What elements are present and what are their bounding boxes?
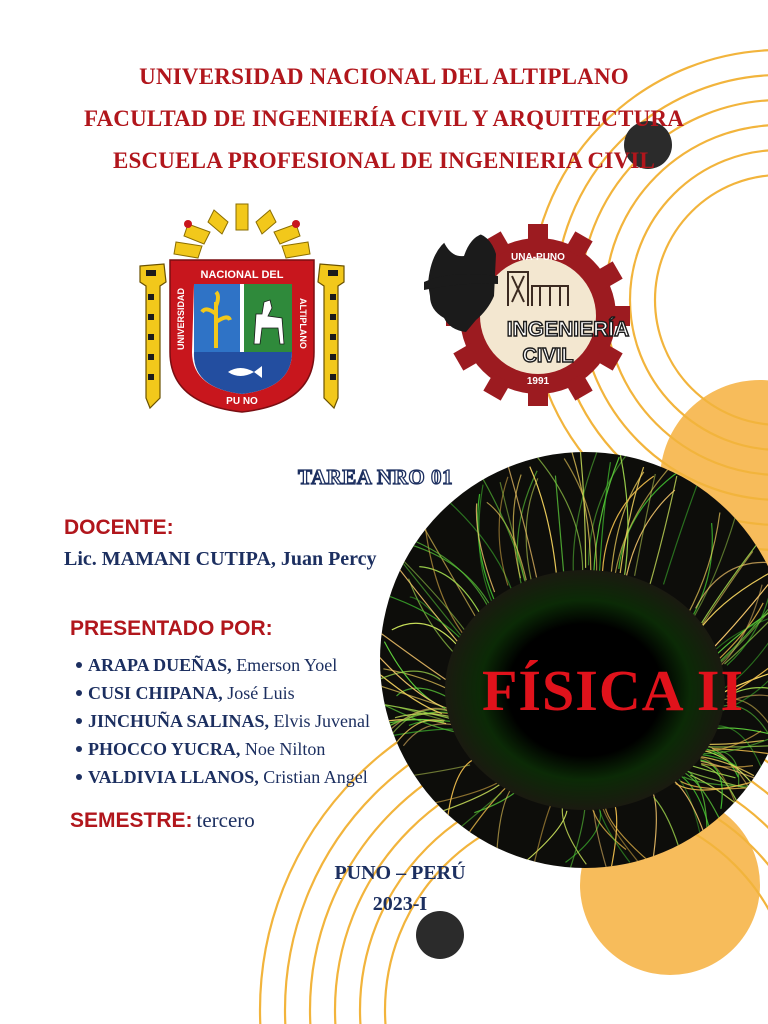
student-given-name: José Luis bbox=[222, 683, 295, 703]
student-surname: JINCHUÑA SALINAS, bbox=[88, 711, 270, 731]
bullet-icon bbox=[76, 662, 82, 668]
semestre-label: SEMESTRE: bbox=[70, 809, 193, 832]
student-given-name: Emerson Yoel bbox=[231, 655, 338, 675]
place: PUNO – PERÚ bbox=[334, 862, 466, 884]
gear-top-text: UNA-PUNO bbox=[511, 252, 565, 263]
crest-left-text: UNIVERSIDAD bbox=[176, 287, 186, 350]
student-list bbox=[76, 655, 370, 795]
bullet-icon bbox=[76, 746, 82, 752]
school-name: ESCUELA PROFESIONAL DE INGENIERIA CIVIL bbox=[112, 148, 656, 173]
student-given-name: Noe Nilton bbox=[240, 739, 326, 759]
list-item bbox=[76, 655, 370, 683]
semestre-value: tercero bbox=[196, 808, 255, 832]
list-item bbox=[76, 711, 370, 739]
semestre-line bbox=[70, 808, 255, 833]
student-given-name: Cristian Angel bbox=[258, 767, 368, 787]
crest-right-text: ALTIPLANO bbox=[298, 298, 308, 349]
university-crest-logo bbox=[136, 202, 348, 414]
course-title: FÍSICA II bbox=[482, 658, 745, 723]
gear-name-text: INGENIERÍA bbox=[506, 318, 630, 341]
assignment-title: TAREA NRO 01 bbox=[298, 465, 453, 489]
list-item bbox=[76, 739, 370, 767]
gear-year-text: 1991 bbox=[526, 376, 550, 387]
list-item bbox=[76, 683, 370, 711]
presentado-label: PRESENTADO POR: bbox=[70, 617, 273, 640]
bullet-icon bbox=[76, 774, 82, 780]
list-item bbox=[76, 767, 370, 795]
student-given-name: Elvis Juvenal bbox=[269, 711, 371, 731]
university-name: UNIVERSIDAD NACIONAL DEL ALTIPLANO bbox=[139, 64, 629, 89]
period: 2023-I bbox=[372, 893, 428, 915]
gear-civil-text: CIVIL bbox=[522, 345, 574, 367]
docente-name: Lic. MAMANI CUTIPA, Juan Percy bbox=[64, 548, 377, 570]
crest-bottom-text: PU NO bbox=[226, 396, 258, 407]
civil-engineering-logo bbox=[420, 224, 642, 406]
student-surname: PHOCCO YUCRA, bbox=[88, 739, 241, 759]
student-surname: CUSI CHIPANA, bbox=[88, 683, 223, 703]
docente-label: DOCENTE: bbox=[64, 516, 174, 539]
faculty-name: FACULTAD DE INGENIERÍA CIVIL Y ARQUITECTURA bbox=[83, 106, 685, 131]
student-surname: ARAPA DUEÑAS, bbox=[88, 655, 232, 675]
bullet-icon bbox=[76, 690, 82, 696]
bullet-icon bbox=[76, 718, 82, 724]
student-surname: VALDIVIA LLANOS, bbox=[88, 767, 259, 787]
crest-top-text: NACIONAL DEL bbox=[200, 269, 284, 281]
dark-blob-bottom bbox=[416, 911, 464, 959]
